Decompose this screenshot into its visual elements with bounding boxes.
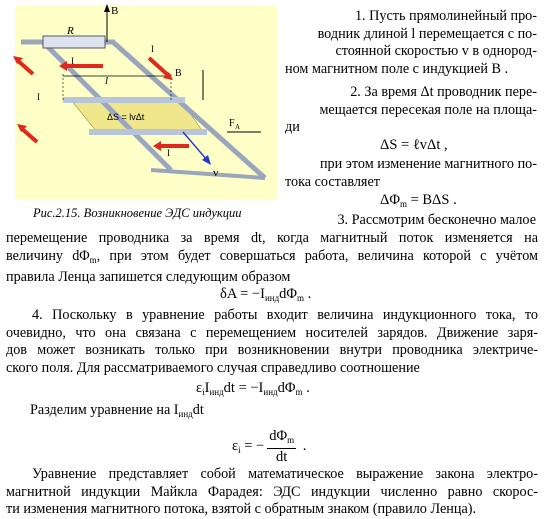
- p6-line1: Уравнение представляет собой математическое выражение закона электро-: [32, 466, 538, 482]
- p3-line3: величину $d\Phi_m$, при этом будет совершаться работа, величина которой с учётом: [6, 247, 538, 265]
- p2-line4: при этом изменение магнитного по-: [319, 156, 537, 172]
- p4-line4: ского поля. Для рассматриваемого случая справедливо соотношение: [6, 359, 420, 376]
- p1-line4: ном магнитном поле с индукцией B .: [285, 60, 509, 77]
- p4-line1: 4. Поскольку в уравнение работы входит величина индукционного тока, то: [32, 307, 538, 323]
- p2-line3: ди: [285, 119, 300, 135]
- p3-line1: 3. Рассмотрим бесконечно малое: [337, 212, 536, 228]
- p2-line1: 2. За время Δt проводник пере-: [350, 84, 537, 100]
- label-fa: F: [229, 118, 235, 129]
- p3-line4: правила Ленца запишется следующим образом: [6, 269, 291, 285]
- paragraph-6: [6, 466, 538, 519]
- label-b-top: B: [111, 5, 119, 17]
- equation-2: $\Delta\Phi_m = B\Delta S$ .: [380, 192, 457, 209]
- label-b-right: B: [175, 68, 182, 79]
- p1-line2: водник длиной l перемещается с по-: [317, 25, 537, 42]
- equation-1: ΔS = ℓvΔt ,: [380, 137, 448, 153]
- figure-caption: Рис.2.15. Возникновение ЭДС индукции: [33, 206, 242, 220]
- figure: [3, 0, 279, 222]
- p2-line2: мещается пересекая поле на площа-: [319, 101, 537, 118]
- equation-4: $\varepsilon_iI_{инд}dt = -I_{инд}d\Phi_m$ .: [196, 380, 310, 397]
- paragraph-5: Разделим уравнение на $I_{инд}dt$: [30, 402, 204, 419]
- p2-line5: тока составляет: [285, 173, 380, 190]
- induction-diagram: [3, 0, 279, 205]
- paragraph-1: [285, 8, 537, 78]
- label-v: v: [213, 167, 219, 179]
- label-fa-sub: A: [235, 123, 241, 131]
- p3-line2: перемещение проводника за время dt, когда магнитный поток изменяется на: [6, 230, 538, 246]
- label-iind-1: I: [71, 56, 74, 66]
- equation-5: $\varepsilon_i$ = − $\frac{d\Phi_m}{dt}$ .: [232, 428, 307, 465]
- resistor: [43, 36, 105, 48]
- p4-line2: очевидно, что она связана с перемещением носителей зарядов. Движение заря-: [6, 324, 538, 341]
- p6-line3: ти изменения магнитного потока, взятой с обратным знаком (правило Ленца).: [6, 501, 477, 517]
- equation-3: $\delta A = -I_{инд}d\Phi_m$ .: [220, 286, 312, 303]
- p6-line2: магнитной индукции Майкла Фарадея: ЭДС индукции численно равно скорос-: [6, 483, 538, 500]
- label-iind-2: I: [37, 92, 40, 102]
- fraction: $\frac{d\Phi_m}{dt}$: [269, 428, 295, 465]
- label-r: R: [67, 25, 74, 37]
- label-ds: ΔS = lvΔt: [107, 112, 145, 122]
- p4-line3: дов может возникать только при возникновении внутри проводника электриче-: [6, 342, 538, 358]
- paragraph-4: [6, 307, 538, 377]
- p1-line3: стоянной скоростью v в однород-: [335, 43, 537, 59]
- label-iind-3: I: [151, 44, 154, 54]
- paragraph-2: [285, 84, 537, 137]
- paragraph-3: [6, 230, 538, 287]
- paragraph-2b: [285, 156, 537, 191]
- label-l: l: [105, 75, 109, 87]
- label-iind-4: I: [167, 148, 170, 158]
- p1-line1: 1. Пусть прямолинейный про-: [354, 8, 537, 24]
